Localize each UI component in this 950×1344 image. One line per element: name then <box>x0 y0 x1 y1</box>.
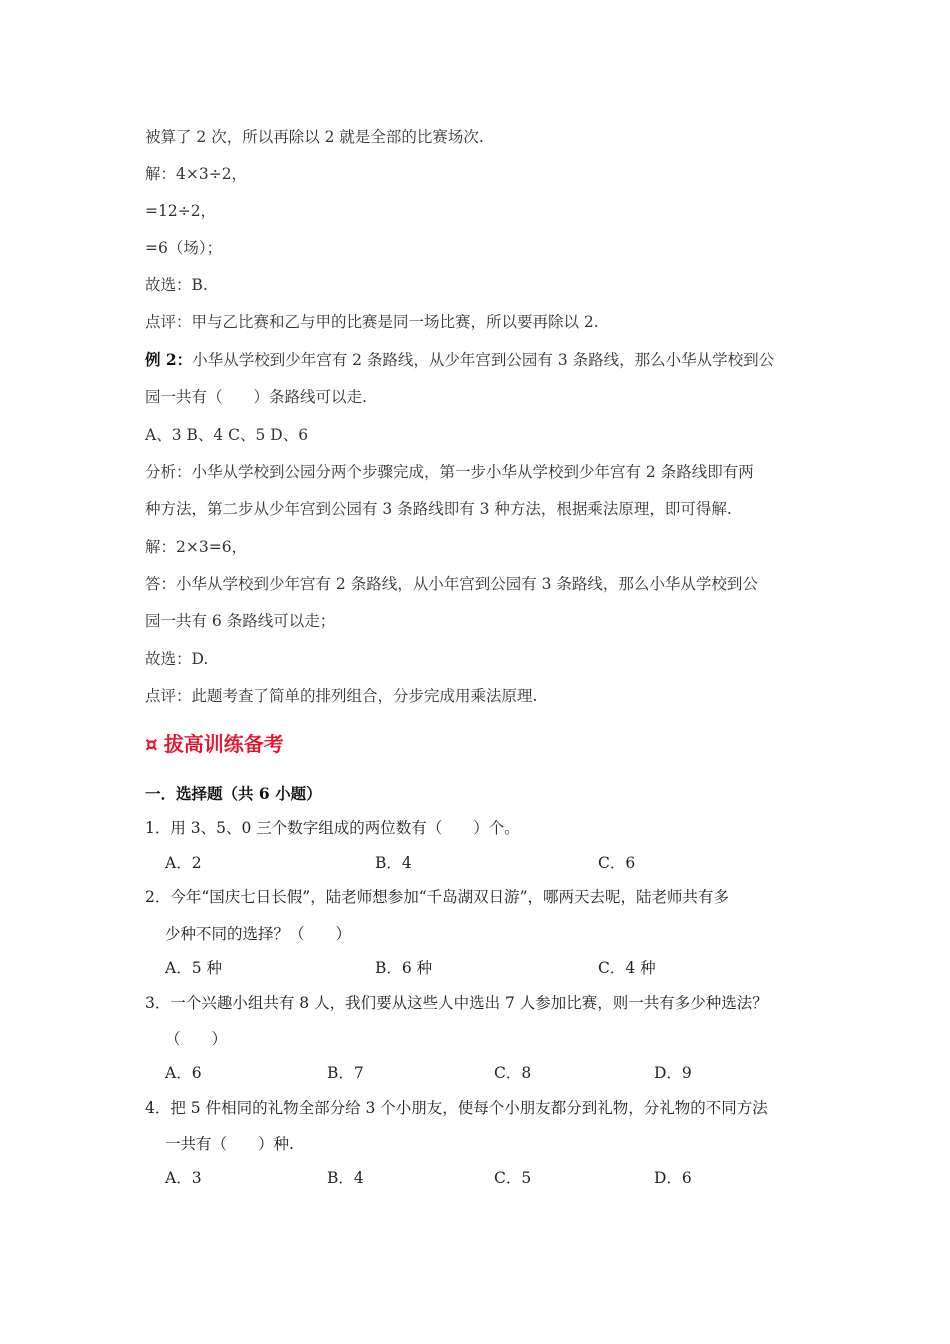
comment-line: 点评：甲与乙比赛和乙与甲的比赛是同一场比赛，所以要再除以 2. <box>145 313 599 331</box>
part-heading: 一．选择题（共 6 小题） <box>145 784 322 803</box>
solution-line: =6（场）； <box>145 239 223 257</box>
question-4-option-d: D．6 <box>654 1169 692 1187</box>
example-2-question-text: 小华从学校到少年宫有 2 条路线，从少年宫到公园有 3 条路线，那么小华从学校到公 <box>192 351 775 369</box>
question-3-option-d: D．9 <box>654 1064 692 1082</box>
answer-choice-line: 故选：D. <box>145 650 209 668</box>
question-3-option-c: C．8 <box>494 1064 532 1082</box>
question-3-option-a: A．6 <box>165 1064 202 1082</box>
question-4-option-a: A．3 <box>165 1169 202 1187</box>
section-title-text: 拔高训练备考 <box>163 732 284 756</box>
example-2-question-cont: 园一共有（ ）条路线可以走. <box>145 388 367 406</box>
question-1-option-a: A．2 <box>165 854 202 872</box>
section-title <box>145 730 284 758</box>
analysis-line: 分析：小华从学校到公园分两个步骤完成，第一步小华从学校到少年宫有 2 条路线即有两 <box>145 463 754 481</box>
solution-line: 解：2×3=6， <box>145 538 248 556</box>
solution-line: 解：4×3÷2， <box>145 165 248 183</box>
question-2-text-cont: 少种不同的选择？（ ） <box>165 925 352 943</box>
comment-line: 点评：此题考查了简单的排列组合，分步完成用乘法原理. <box>145 687 538 705</box>
example-2-choices: A、3 B、4 C、5 D、6 <box>145 426 309 444</box>
question-3-text-cont: （ ） <box>165 1030 228 1048</box>
example-2-label: 例 2： <box>145 350 193 369</box>
section-mark-icon: ¤ <box>145 732 158 756</box>
question-1-option-c: C．6 <box>598 854 636 872</box>
text-line: 被算了 2 次，所以再除以 2 就是全部的比赛场次. <box>145 128 484 146</box>
question-3-option-b: B．7 <box>327 1064 364 1082</box>
example-2-question <box>145 349 774 371</box>
question-4-text: 4．把 5 件相同的礼物全部分给 3 个小朋友，使每个小朋友都分到礼物，分礼物的不同方法 <box>145 1099 768 1117</box>
answer-line: 答：小华从学校到少年宫有 2 条路线，从小年宫到公园有 3 条路线，那么小华从学校到公 <box>145 575 758 593</box>
answer-choice-line: 故选：B. <box>145 276 208 294</box>
question-4-text-cont: 一共有（ ）种. <box>165 1135 294 1153</box>
analysis-line: 种方法，第二步从少年宫到公园有 3 条路线即有 3 种方法，根据乘法原理，即可得解. <box>145 500 732 518</box>
question-1-option-b: B．4 <box>375 854 412 872</box>
solution-line: =12÷2， <box>145 202 217 220</box>
question-1-text: 1．用 3、5、0 三个数字组成的两位数有（ ）个。 <box>145 819 520 837</box>
question-3-text: 3．一个兴趣小组共有 8 人，我们要从这些人中选出 7 人参加比赛，则一共有多少种选法？ <box>145 994 768 1012</box>
question-2-option-a: A．5 种 <box>165 959 222 977</box>
question-2-option-c: C．4 种 <box>598 959 656 977</box>
answer-line: 园一共有 6 条路线可以走； <box>145 612 336 630</box>
question-4-option-b: B．4 <box>327 1169 364 1187</box>
question-2-option-b: B．6 种 <box>375 959 433 977</box>
question-4-option-c: C．5 <box>494 1169 532 1187</box>
question-2-text: 2．今年“国庆七日长假”，陆老师想参加“千岛湖双日游”，哪两天去呢，陆老师共有多 <box>145 888 730 906</box>
